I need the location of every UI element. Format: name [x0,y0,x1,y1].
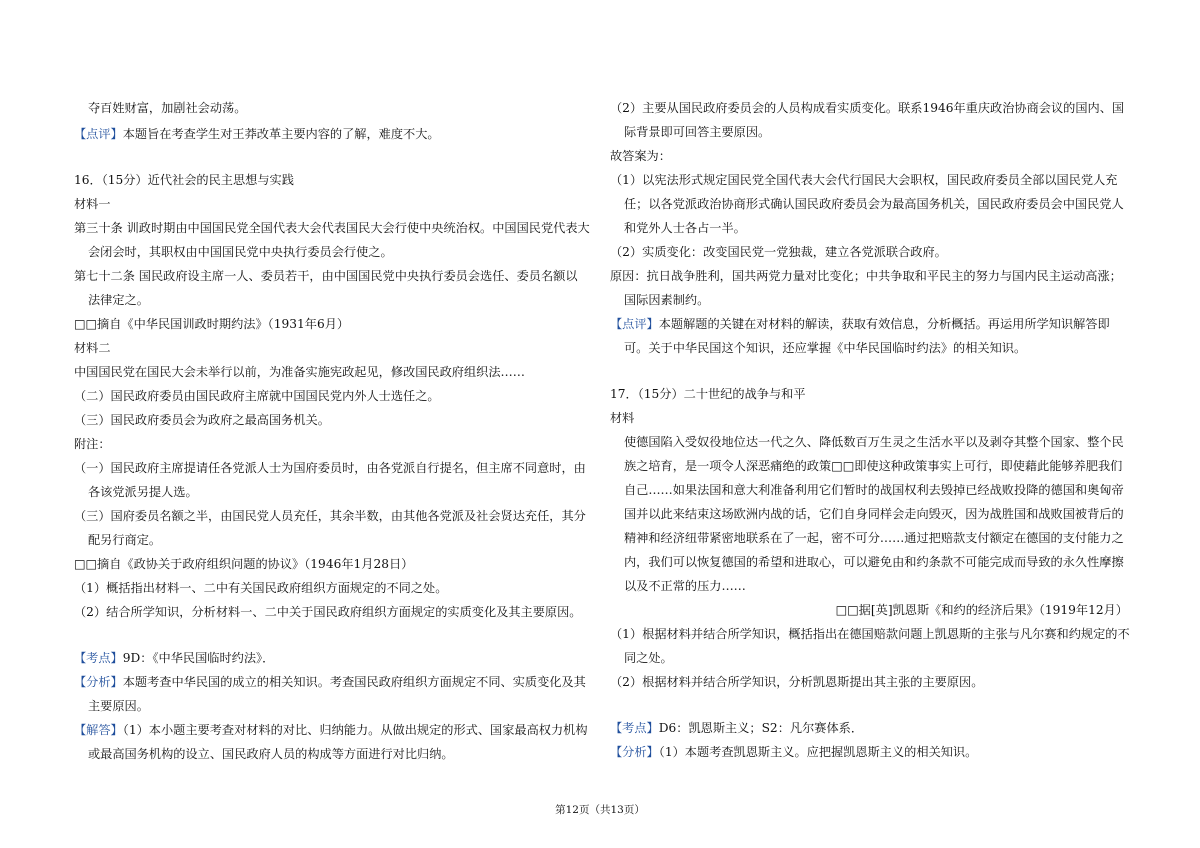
section-tag: 【考点】 [610,721,659,735]
line-text: （1）本小题主要考查对材料的对比、归纳能力。从做出规定的形式、国家最高权力机构 [122,723,588,737]
line-text: 国并以此来结束这场欧洲内战的话，它们自身同样会走向毁灭，因为战胜国和战败国被背后的 [624,507,1124,521]
text-line [624,340,1026,356]
line-text: 原因：抗日战争胜利，国共两党力量对比变化；中共争取和平民主的努力与国内民主运动高涨； [610,269,1122,283]
section-tag: 【点评】 [74,127,123,141]
line-text: 第七十二条 国民政府设主席一人、委员若干，由中国国民党中央执行委员会选任、委员名额以 [74,269,578,283]
line-text: 9D：《中华民国临时约法》． [122,651,275,665]
text-line [74,580,447,596]
text-line [74,364,525,380]
text-line [74,650,274,666]
line-text: 会闭会时，其职权由中国国民党中央执行委员会行使之。 [88,245,393,259]
text-line [610,386,806,402]
line-text: 配另行商定。 [88,533,162,547]
text-line [74,126,440,142]
text-line [74,460,586,476]
text-line [610,674,983,690]
text-line [624,650,673,666]
line-text: （二）国民政府委员由国民政府主席就中国国民党内外人士选任之。 [74,389,440,403]
text-line [624,482,1124,498]
section-tag: 【分析】 [74,675,123,689]
text-line [610,626,1130,642]
line-text: （1）概括指出材料一、二中有关国民政府组织方面规定的不同之处。 [74,581,448,595]
text-line [74,604,581,620]
text-line [624,506,1124,522]
text-line [610,720,863,736]
line-text: （一）国民政府主席提请任各党派人士为国府委员时，由各党派自行提名，但主席不同意时，由 [74,461,586,475]
text-line [624,458,1122,474]
page-footer: 第12页（共13页） [555,804,645,816]
line-text: 材料一 [74,197,111,211]
text-line [624,578,746,594]
line-text: 材料二 [74,341,111,355]
text-line [74,340,111,356]
text-line [74,268,578,284]
text-line [610,100,1124,116]
section-tag: 【考点】 [74,651,123,665]
line-text: （2）主要从国民政府委员会的人员构成看实质变化。联系1946年重庆政治协商会议的国内、国 [610,101,1125,115]
line-text: （2）实质变化：改变国民党一党独裁，建立各党派联合政府。 [610,245,947,259]
text-line [74,722,588,738]
line-text: 本题解题的关键在对材料的解读，获取有效信息，分析概括。再运用所学知识解答即 [658,317,1110,331]
line-text: （三）国民政府委员会为政府之最高国务机关。 [74,413,330,427]
text-line [610,172,1117,188]
line-text: 第三十条 训政时期由中国国民党全国代表大会代表国民大会行使中央统治权。中国国民党代表大 [74,221,590,235]
line-text: 精神和经济纽带紧密地联系在了一起，密不可分……通过把赔款支付额定在德国的支付能力之 [624,531,1124,545]
line-text: 际背景即可回答主要原因。 [624,125,771,139]
line-text: D6：凯恩斯主义；S2：凡尔赛体系． [658,721,864,735]
section-tag: 【点评】 [610,317,659,331]
text-line [74,674,586,690]
text-line [88,484,198,500]
text-line [88,292,149,308]
section-tag: 【分析】 [610,745,659,759]
text-line [88,100,246,116]
text-line [610,244,947,260]
line-text: （2）结合所学知识，分析材料一、二中关于国民政府组织方面规定的实质变化及其主要原因。 [74,605,582,619]
line-text: 故答案为： [610,149,671,163]
line-text: 材料 [610,411,635,425]
line-text: 附注： [74,437,111,451]
line-text: 主要原因。 [88,699,149,713]
line-text: 以及不正常的压力…… [624,579,746,593]
text-line [610,410,634,426]
text-line [74,172,294,188]
line-text: 本题旨在考查学生对王莽改革主要内容的了解，难度不大。 [122,127,440,141]
line-text: □□摘自《中华民国训政时期约法》（1931年6月） [74,317,350,331]
text-line [88,746,454,762]
line-text: （三）国府委员名额之半，由国民党人员充任，其余半数，由其他各党派及社会贤达充任，其分 [74,509,586,523]
line-text: 中国国民党在国民大会未举行以前，为准备实施宪政起见，修改国民政府组织法…… [74,365,525,379]
line-text: （2）根据材料并结合所学知识，分析凯恩斯提出其主张的主要原因。 [610,675,984,689]
text-line [88,698,149,714]
line-text: 自己……如果法国和意大利准备利用它们暂时的战国权利去毁掉已经战败投降的德国和奥匈帝 [624,483,1124,497]
line-text: 或最高国务机构的设立、国民政府人员的构成等方面进行对比归纳。 [88,747,454,761]
text-line [624,220,746,236]
text-line [624,554,1124,570]
line-text: （1）本题考查凯恩斯主义。应把握凯恩斯主义的相关知识。 [658,745,978,759]
line-text: 同之处。 [624,651,673,665]
line-text: 族之培育，是一项令人深恶痛绝的政策□□即使这种政策事实上可行，即使藉此能够养肥我们 [624,459,1123,473]
line-text: 使德国陷入受奴役地位达一代之久、降低数百万生灵之生活水平以及剥夺其整个国家、整个民 [624,435,1124,449]
text-line [74,436,111,452]
text-line [74,316,349,332]
text-line [610,148,671,164]
line-text: 可。关于中华民国这个知识，还应掌握《中华民国临时约法》的相关知识。 [624,341,1027,355]
text-line [74,220,590,236]
line-text: 本题考查中华民国的成立的相关知识。考查国民政府组织方面规定不同、实质变化及其 [122,675,586,689]
text-line [836,602,1128,618]
text-line [610,268,1122,284]
text-line [624,196,1124,212]
text-line [74,556,413,572]
line-text: 各该党派另提人选。 [88,485,198,499]
text-line [88,244,393,260]
text-line [624,530,1124,546]
text-line [74,388,440,404]
line-text: 国际因素制约。 [624,293,710,307]
text-line [74,196,111,212]
line-text: 法律定之。 [88,293,149,307]
text-line [610,744,977,760]
text-line [624,124,770,140]
line-text: 夺百姓财富，加剧社会动荡。 [88,101,247,115]
text-line [610,316,1110,332]
text-line [88,532,161,548]
line-text: （1）根据材料并结合所学知识，概括指出在德国赔款问题上凯恩斯的主张与凡尔赛和约规定的不 [610,627,1130,641]
text-line [74,412,330,428]
line-text: 16．（15分）近代社会的民主思想与实践 [74,173,294,187]
line-text: （1）以宪法形式规定国民党全国代表大会代行国民大会职权，国民政府委员全部以国民党人充 [610,173,1118,187]
text-line [74,508,586,524]
line-text: 内，我们可以恢复德国的希望和进取心，可以避免由和约条款不可能完成而导致的永久性摩擦 [624,555,1124,569]
line-text: □□摘自《政协关于政府组织问题的协议》（1946年1月28日） [74,557,414,571]
section-tag: 【解答】 [74,723,123,737]
line-text: 和党外人士各占一半。 [624,221,746,235]
line-text: 17．（15分）二十世纪的战争与和平 [610,387,806,401]
text-line [624,434,1124,450]
text-line [624,292,709,308]
line-text: 任；以各党派政治协商形式确认国民政府委员会为最高国务机关，国民政府委员会中国民党人 [624,197,1124,211]
line-text: □□据[英]凯恩斯《和约的经济后果》（1919年12月） [835,603,1128,617]
